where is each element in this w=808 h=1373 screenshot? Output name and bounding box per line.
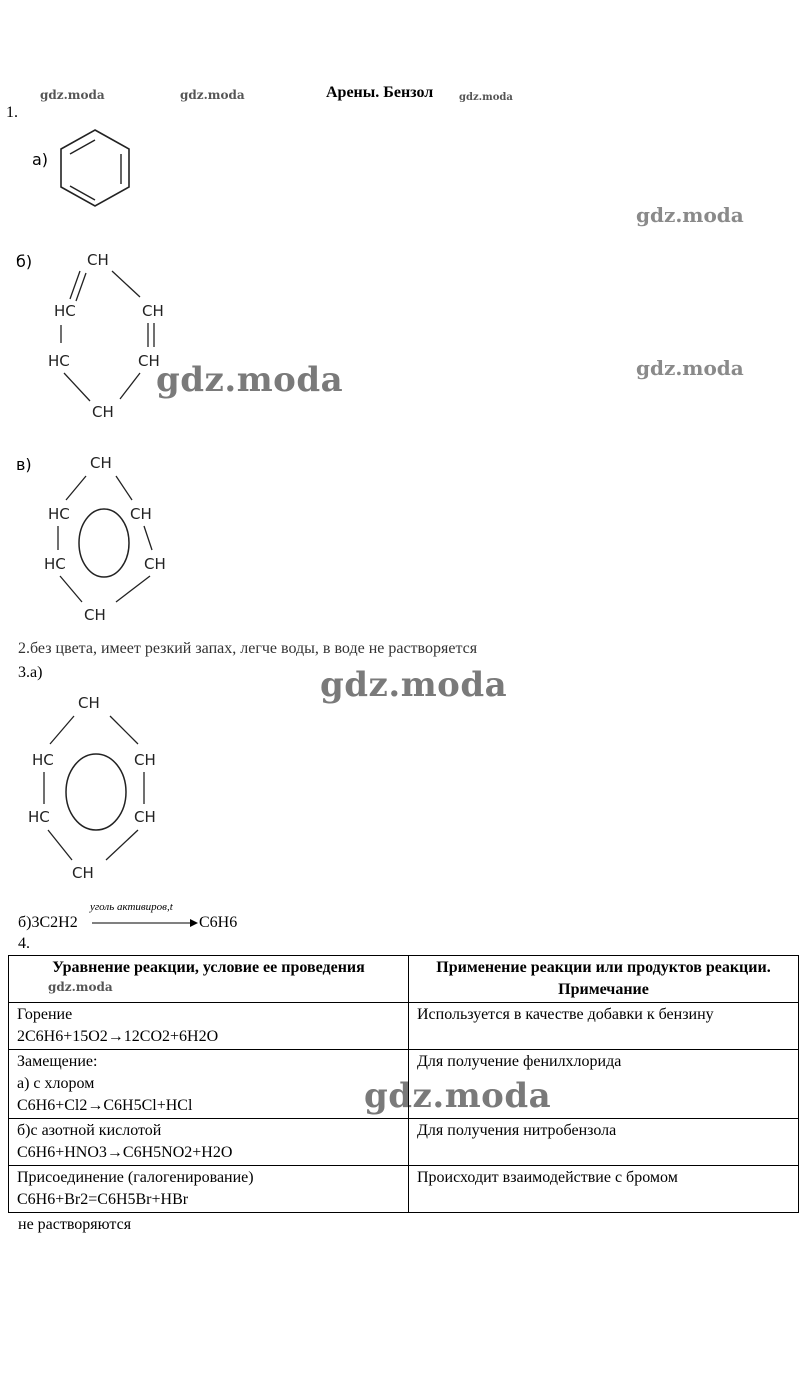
atom-label: HC (48, 352, 70, 370)
atom-label: HC (48, 505, 70, 523)
task1-b-label: б) (16, 252, 33, 271)
atom-label: HC (32, 751, 54, 769)
atom-label: HC (28, 808, 50, 826)
table-cell (9, 1166, 409, 1213)
atom-label: CH (90, 454, 112, 472)
watermark: gdz.moda (636, 356, 744, 380)
atom-label: CH (87, 251, 109, 269)
cell-line: C6H6+Cl2→C6H5Cl+HCl (17, 1097, 193, 1114)
watermark: gdz.moda (459, 92, 513, 103)
table-header-row (9, 956, 799, 1003)
atom-label: CH (84, 606, 106, 624)
table-cell: Для получение фенилхлорида (409, 1050, 799, 1119)
cell-line: Присоединение (галогенирование) (17, 1169, 254, 1186)
page-title: Арены. Бензол (326, 84, 434, 101)
table-header: Применение реакции или продуктов реакции. Примечание (409, 956, 799, 1003)
atom-label: CH (142, 302, 164, 320)
watermark: gdz.moda (636, 203, 744, 227)
table-row (9, 1166, 799, 1213)
task1-number: 1. (6, 104, 18, 121)
table-cell (9, 1050, 409, 1119)
task1-v-label: в) (16, 455, 32, 474)
task1-a-label: а) (32, 150, 49, 169)
table-row (9, 1003, 799, 1050)
task2-text: 2.без цвета, имеет резкий запах, легче воды, в воде не растворяется (18, 640, 478, 657)
atom-label: CH (92, 403, 114, 421)
benzene-ring-kekule (50, 128, 140, 208)
table-cell: Происходит взаимодействие с бромом (409, 1166, 799, 1213)
atom-label: CH (130, 505, 152, 523)
cell-line: б)с азотной кислотой (17, 1122, 162, 1139)
task4-number: 4. (18, 935, 30, 952)
atom-label: CH (72, 864, 94, 882)
watermark: gdz.moda (320, 665, 508, 705)
watermark: gdz.moda (48, 980, 113, 994)
task3-a-label: 3.а) (18, 664, 43, 681)
atom-label: CH (138, 352, 160, 370)
cell-line: 2C6H6+15O2→12CO2+6H2O (17, 1028, 219, 1045)
watermark: gdz.moda (364, 1076, 552, 1116)
table-row (9, 1119, 799, 1166)
task3-b-label: б) (18, 914, 32, 931)
reaction-condition: уголь активиров,t (90, 901, 173, 913)
table-row (9, 1050, 799, 1119)
atom-label: HC (54, 302, 76, 320)
cell-line: C6H6+Br2=C6H5Br+HBr (17, 1191, 189, 1208)
cell-line: а) с хлором (17, 1075, 95, 1092)
watermark: gdz.moda (180, 88, 245, 102)
benzene-ring-circle-atoms (24, 688, 174, 888)
atom-label: CH (134, 808, 156, 826)
table-cell (9, 1003, 409, 1050)
table-cell: Используется в качестве добавки к бензину (409, 1003, 799, 1050)
watermark: gdz.moda (156, 360, 344, 400)
table-cell: Для получения нитробензола (409, 1119, 799, 1166)
table-footer-note: не растворяются (18, 1216, 132, 1233)
table-cell (9, 1119, 409, 1166)
table-header: Уравнение реакции, условие ее проведения (9, 956, 409, 1003)
atom-label: HC (44, 555, 66, 573)
task3-b-equation (18, 914, 78, 932)
reactions-table (8, 955, 799, 1213)
watermark: gdz.moda (40, 88, 105, 102)
reactant: 3C2H2 (31, 914, 78, 931)
atom-label: CH (144, 555, 166, 573)
cell-line: Замещение: (17, 1053, 98, 1070)
product: C6H6 (199, 914, 238, 931)
cell-line: C6H6+HNO3→C6H5NO2+H2O (17, 1144, 233, 1161)
benzene-ring-circle-atoms (40, 448, 180, 628)
atom-label: CH (134, 751, 156, 769)
cell-line: Горение (17, 1006, 73, 1023)
benzene-kekule-atoms (40, 245, 180, 425)
reaction-arrow (92, 917, 200, 929)
atom-label: CH (78, 694, 100, 712)
